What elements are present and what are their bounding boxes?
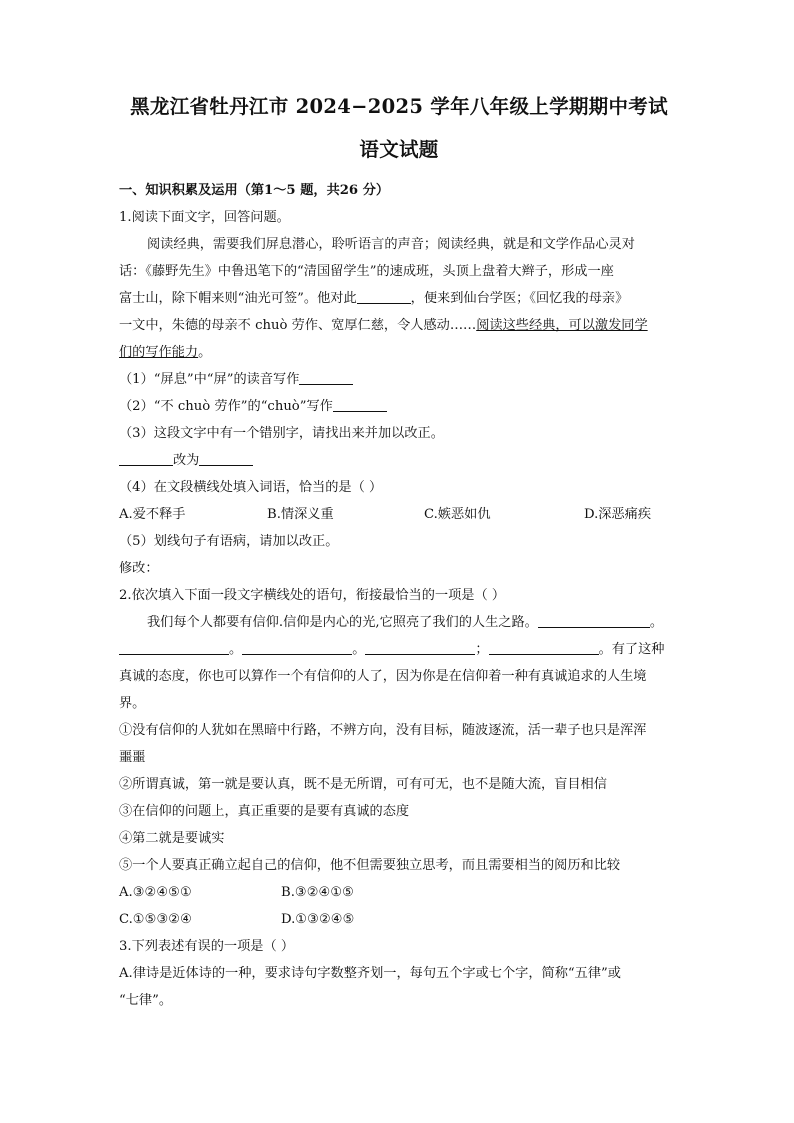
passage-text: 。	[649, 615, 664, 630]
option-b[interactable]: B.③②④①⑤	[281, 885, 354, 900]
option-a[interactable]: A.爱不释手	[119, 507, 186, 522]
answer-blank[interactable]	[199, 451, 253, 466]
exam-title: 黑龙江省牡丹江市 2024−2025 学年八年级上学期期中考试	[130, 95, 668, 118]
option-d[interactable]: D.①③②④⑤	[281, 912, 355, 927]
answer-blank[interactable]	[119, 451, 173, 466]
q2-item: ⑤一个人要真正确立起自己的信仰，他不但需要独立思考，而且需要相当的阅历和比较	[119, 858, 621, 873]
q1-sub4: （4）在文段横线处填入词语，恰当的是（ ）	[119, 480, 383, 495]
q3-option-a[interactable]: A.律诗是近体诗的一种，要求诗句字数整齐划一，每句五个字或七个字，简称“五律”或	[119, 966, 621, 981]
fill-blank[interactable]	[365, 640, 475, 655]
sub-question-text: 改为	[173, 453, 200, 468]
q1-passage-line: 话：《藤野先生》中鲁迅笔下的“清国留学生”的速成班，头顶上盘着大辫子，形成一座	[119, 264, 614, 279]
answer-blank[interactable]	[299, 370, 353, 385]
passage-text: 。	[352, 642, 366, 657]
fill-blank[interactable]	[119, 640, 229, 655]
passage-text: ；	[475, 642, 489, 657]
q2-passage-line	[119, 609, 679, 636]
q1-sub3: （3）这段文字中有一个错别字，请找出来并加以改正。	[119, 426, 444, 441]
passage-text: 一文中，朱德的母亲不 chuò 劳作、宽厚仁慈，令人感动……	[119, 318, 477, 333]
q1-stem: 1.阅读下面文字，回答问题。	[119, 210, 290, 225]
passage-text: 我们每个人都要有信仰.信仰是内心的光,它照亮了我们的人生之路。	[147, 615, 538, 630]
q3-option-a-cont: “七律”。	[119, 993, 173, 1008]
fill-blank[interactable]	[242, 640, 352, 655]
fill-blank[interactable]	[357, 289, 411, 304]
q1-sub5: （5）划线句子有语病，请加以改正。	[119, 534, 339, 549]
passage-text: 富士山，除下帽来则“油光可签”。他对此	[119, 291, 357, 306]
exam-page	[119, 92, 679, 1014]
passage-text: 。有了这种	[598, 642, 665, 657]
fill-blank[interactable]	[489, 640, 599, 655]
option-a[interactable]: A.③②④⑤①	[119, 885, 192, 900]
q1-passage-line	[119, 312, 679, 339]
q2-item: ④第二就是要诚实	[119, 831, 225, 846]
q2-item: ①没有信仰的人犹如在黑暗中行路，不辨方向，没有目标，随波逐流，活一辈子也只是浑浑	[119, 723, 647, 738]
sub-question-text: （2）“不 chuò 劳作”的“chuò”写作	[119, 399, 333, 414]
q2-passage-line	[119, 636, 679, 663]
q2-item: ②所谓真诚，第一就是要认真，既不是无所谓，可有可无，也不是随大流，盲目相信	[119, 777, 607, 792]
passage-text: 。	[229, 642, 243, 657]
option-d[interactable]: D.深恶痛疾	[584, 507, 652, 522]
option-c[interactable]: C.嫉恶如仇	[424, 507, 491, 522]
passage-text: ，便来到仙台学医；《回忆我的母亲》	[410, 291, 629, 306]
answer-blank[interactable]	[333, 397, 387, 412]
q1-passage-line	[119, 339, 679, 366]
q1-passage-line	[119, 285, 679, 312]
passage-text: 。	[198, 345, 212, 360]
underlined-sentence: 阅读这些经典，可以激发同学	[476, 318, 648, 333]
fill-blank[interactable]	[538, 613, 650, 628]
q2-options-row	[119, 879, 679, 906]
q1-sub3-answer	[119, 447, 679, 474]
option-b[interactable]: B.情深义重	[267, 507, 334, 522]
q2-item: 噩噩	[119, 750, 146, 765]
sub-question-text: （1）“屏息”中“屏”的读音写作	[119, 372, 300, 387]
q1-sub1	[119, 366, 679, 393]
q2-stem: 2.依次填入下面一段文字横线处的语句，衔接最恰当的一项是（ ）	[119, 588, 506, 603]
q2-options-row	[119, 906, 679, 933]
q2-item: ③在信仰的问题上，真正重要的是要有真诚的态度	[119, 804, 410, 819]
q2-passage-line: 真诚的态度，你也可以算作一个有信仰的人了，因为你是在信仰着一种有真诚追求的人生境	[119, 669, 647, 684]
option-c[interactable]: C.①⑤③②④	[119, 912, 192, 927]
exam-subtitle: 语文试题	[359, 138, 439, 161]
section-heading: 一、知识积累及运用（第1～5 题，共26 分）	[119, 183, 390, 198]
q1-revise-label: 修改：	[119, 561, 159, 576]
q1-sub2	[119, 393, 679, 420]
q1-sub4-options	[119, 501, 679, 528]
underlined-sentence: 们的写作能力	[119, 345, 199, 360]
q3-stem: 3.下列表述有误的一项是（ ）	[119, 939, 295, 954]
q2-passage-line: 界。	[119, 696, 146, 711]
q1-passage-line: 阅读经典，需要我们屏息潜心，聆听语言的声音；阅读经典，就是和文学作品心灵对	[147, 237, 635, 252]
